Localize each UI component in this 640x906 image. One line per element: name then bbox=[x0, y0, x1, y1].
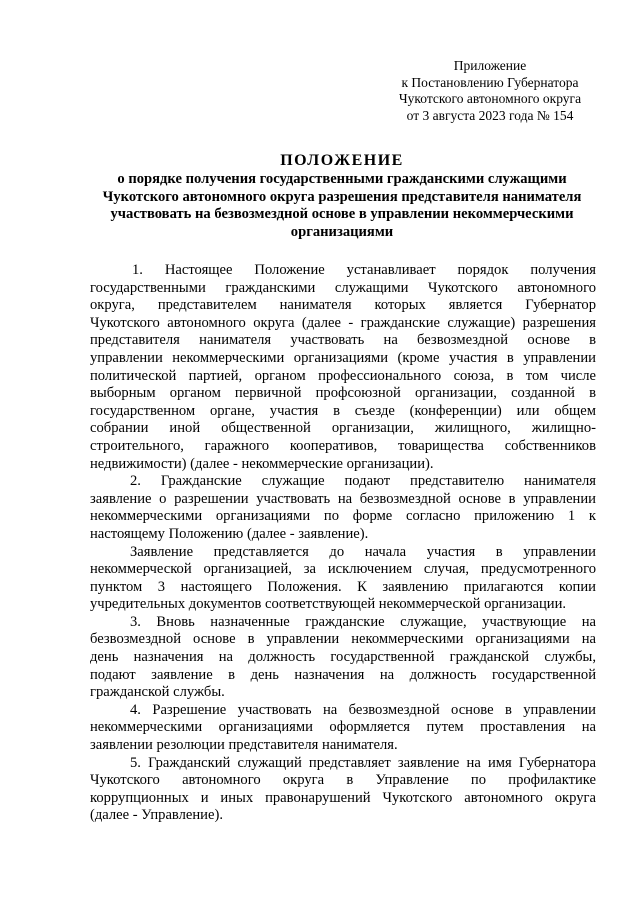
paragraph-line: (далее - Управление). bbox=[90, 807, 223, 824]
title-line: Чукотского автономного округа разрешения представителя нанимателя bbox=[102, 188, 582, 205]
paragraph-line: безвозмездной основе в управлении некоммерческими организациями на bbox=[90, 631, 596, 648]
paragraph-line: строительного, гаражного кооперативов, товарищества собственников bbox=[90, 437, 596, 454]
paragraph-line: заявление о разрешении участвовать на безвозмездной основе в управлении bbox=[90, 490, 596, 507]
annex-header bbox=[380, 58, 600, 124]
paragraph-line: пунктом 3 настоящего Положения. К заявлению прилагаются копии bbox=[90, 578, 596, 595]
paragraph-2 bbox=[90, 473, 596, 543]
paragraph-2-continuation bbox=[90, 544, 596, 614]
paragraph-line: 4. Разрешение участвовать на безвозмездной основе в управлении bbox=[130, 701, 596, 718]
title-subtitle bbox=[88, 171, 596, 241]
paragraph-line: Чукотского автономного округа в Управление по профилактике bbox=[90, 772, 596, 789]
paragraph-line: день назначения на должность государственной гражданской службы, bbox=[90, 649, 596, 666]
paragraph-line: 3. Вновь назначенные гражданские служащие, участвующие на bbox=[130, 613, 596, 630]
paragraph-line: государственном органе, участия в съезде (конференции) или общем bbox=[90, 402, 596, 419]
paragraph-line: 5. Гражданский служащий представляет заявление на имя Губернатора bbox=[130, 754, 596, 771]
paragraph-line: Заявление представляется до начала участия в управлении bbox=[130, 543, 596, 560]
annex-line: к Постановлению Губернатора bbox=[401, 74, 579, 90]
paragraph-line: некоммерческими организациями по форме согласно приложению 1 к bbox=[90, 508, 596, 525]
paragraph-line: 2. Гражданские служащие подают представителю нанимателя bbox=[130, 473, 596, 490]
paragraph-5 bbox=[90, 755, 596, 825]
paragraph-line: государственными гражданскими служащими Чукотского автономного bbox=[90, 279, 596, 296]
paragraph-line: настоящему Положению (далее - заявление). bbox=[90, 525, 369, 542]
title-line: о порядке получения государственными гражданскими служащими bbox=[117, 171, 567, 187]
annex-line: Чукотского автономного округа bbox=[398, 91, 582, 106]
paragraph-4 bbox=[90, 702, 596, 755]
paragraph-line: округа, представителем нанимателя которых является Губернатор bbox=[90, 297, 596, 314]
paragraph-line: некоммерческими организациями оформляется путем проставления на bbox=[90, 719, 596, 736]
paragraph-line: коррупционных и иных правонарушений Чукотского автономного округа bbox=[90, 789, 596, 806]
paragraph-line: Чукотского автономного округа (далее - гражданские служащие) разрешения bbox=[90, 314, 596, 331]
paragraph-line: некоммерческой организацией, за исключением случая, предусмотренного bbox=[90, 561, 596, 578]
paragraph-line: представителя нанимателя участвовать на безвозмездной основе в bbox=[90, 332, 596, 349]
title-main: ПОЛОЖЕНИЕ bbox=[280, 152, 404, 169]
paragraph-line: 1. Настоящее Положение устанавливает порядок получения bbox=[132, 262, 596, 278]
paragraph-line: недвижимости) (далее - некоммерческие организации). bbox=[90, 455, 434, 472]
paragraph-line: гражданской службы. bbox=[90, 684, 225, 701]
annex-line: Приложение bbox=[453, 58, 527, 73]
paragraph-line: управлении некоммерческими организациями (кроме участия в управлении bbox=[90, 349, 596, 366]
paragraph-line: учредительных документов соответствующей некоммерческой организации. bbox=[90, 596, 567, 613]
paragraph-1 bbox=[90, 262, 596, 473]
paragraph-line: заявлении резолюции представителя нанимателя. bbox=[90, 737, 398, 754]
paragraph-line: собрании иной общественной организации, жилищного, жилищно- bbox=[90, 420, 596, 437]
annex-line: от 3 августа 2023 года № 154 bbox=[406, 107, 574, 123]
paragraph-line: выборным органом первичной профсоюзной организации, созданной в bbox=[90, 385, 596, 402]
title-line: участвовать на безвозмездной основе в управлении некоммерческими bbox=[110, 206, 574, 223]
title-line: организациями bbox=[290, 223, 394, 240]
paragraph-line: подают заявление в день назначения на должность государственной bbox=[90, 666, 596, 683]
paragraph-line: политической партией, органом профессионального союза, в том числе bbox=[90, 367, 596, 384]
document-body bbox=[90, 262, 596, 825]
paragraph-3 bbox=[90, 614, 596, 702]
document-title bbox=[88, 150, 596, 241]
